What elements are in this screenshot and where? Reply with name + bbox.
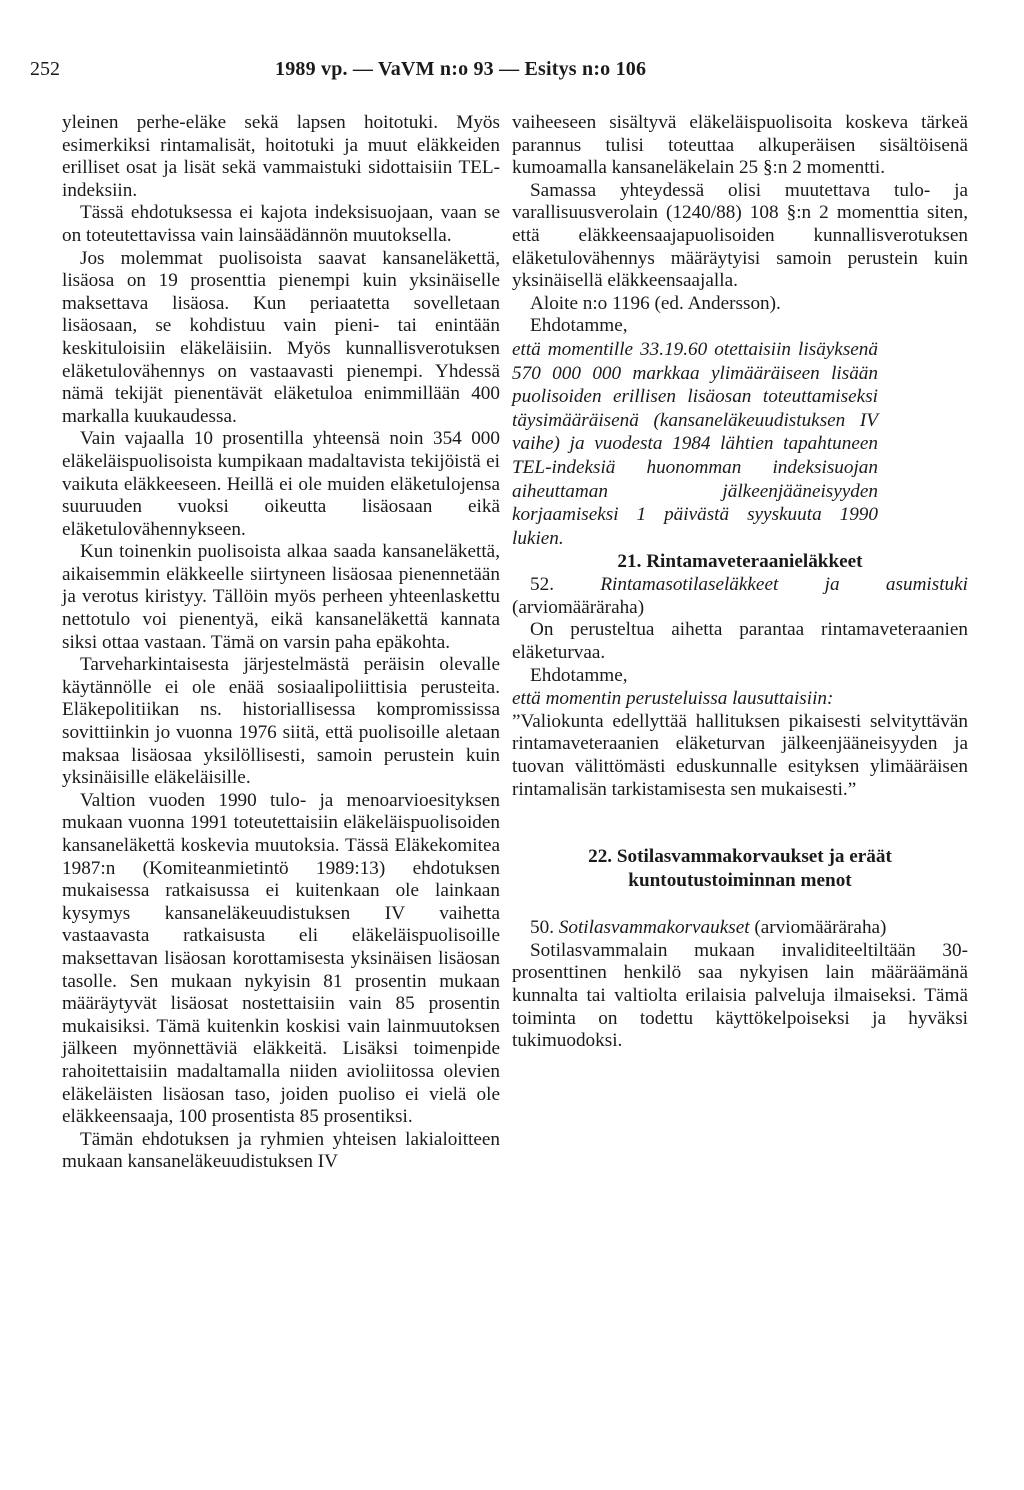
item-number: 50. [530, 917, 554, 939]
left-column [62, 112, 500, 1174]
paragraph: On perusteltua aihetta parantaa rintamaveteraanien eläketurvaa. [512, 619, 968, 664]
running-head: 1989 vp. — VaVM n:o 93 — Esitys n:o 106 [275, 58, 647, 80]
paragraph: Sotilasvammalain mukaan invaliditeeltiltään 30-prosenttinen henkilö saa nykyisen lain määräämänä kunnalta tai valtiolta erilaisia palveluja ilmaiseksi. Tämä toiminta on todettu käyttökelpoiseksi ja hyväksi tukimuodoksi. [512, 939, 968, 1052]
paragraph: Kun toinenkin puolisoista alkaa saada kansaneläkettä, aikaisemmin eläkkeelle siirtyneen lisäosaa pienennetään ja verotus kiristyy. Tällöin myös perheen yhteenlaskettu nettotulo voi pienentyä, eikä kansaneläkettä kannata siksi ottaa vastaan. Tämä on varsin paha epäkohta. [62, 541, 500, 653]
section-heading-21: 21. Rintamaveteraanieläkkeet [617, 551, 863, 573]
item-suffix: (arviomääräraha) [512, 596, 645, 618]
paragraph: vaiheeseen sisältyvä eläkeläispuolisoita koskeva tärkeä parannus tulisi toteuttaa alkuperäisen sisältöisenä kumoamalla kansaneläkelain 25 §:n 2 momentti. [512, 112, 968, 179]
item-title: Sotilasvammakorvaukset [558, 917, 750, 939]
paragraph: Valtion vuoden 1990 tulo- ja menoarvioesityksen mukaan vuonna 1991 toteutettaisiin eläkeläispuolisoiden kansaneläkettä koskevia muutoksia. Tässä Eläkekomitea 1987:n (Komiteanmietintö 1989:13) ehdotuksen mukaisessa ratkaisussa ei kuitenkaan ole lainkaan kysymys kansaneläkeuudistuksen IV vaihetta vastaavasta ratkaisusta eli eläkeläispuolisoille maksettavan lisäosan korottamisesta yksinäisen lisäosan tasolle. Sen mukaan nykyisin 81 prosentin mukaan määräytyvät lisäosat nostettaisiin vain 85 prosentin mukaisiksi. Tämä kuitenkin koskisi vain lainmuutoksen jälkeen myönnettäviä eläkkeitä. Lisäksi toimenpide rahoitettaisiin madaltamalla niiden avioliitossa olevien eläkeläisten lisäosan taso, joiden puoliso ei vielä ole eläkkeensaaja, 100 prosentista 85 prosentiksi. [62, 789, 500, 1128]
proposal-intro: Ehdotamme, [530, 664, 628, 686]
item-52 [512, 574, 968, 619]
proposal-intro: Ehdotamme, [530, 315, 628, 337]
right-column [512, 112, 968, 1053]
paragraph: Tämän ehdotuksen ja ryhmien yhteisen lakialoitteen mukaan kansaneläkeuudistuksen IV [62, 1128, 500, 1173]
page-number: 252 [30, 58, 60, 80]
paragraph: yleinen perhe-eläke sekä lapsen hoitotuki. Myös esimerkiksi rintamalisät, hoitotuki ja muut eläkkeiden erilliset osat ja lisät sekä vammaistuki sidottaisiin TEL-indeksiin. [62, 112, 500, 201]
item-50 [512, 917, 968, 940]
initiative-reference: Aloite n:o 1196 (ed. Andersson). [530, 292, 781, 314]
section-heading-22 [512, 845, 968, 893]
item-number: 52. [530, 574, 554, 596]
page-header [30, 58, 994, 88]
heading-line: 22. Sotilasvammakorvaukset ja eräät [588, 846, 892, 868]
proposal-text: että momentille 33.19.60 otettaisiin lisäyksenä 570 000 000 markkaa ylimääräiseen lisään puolisoiden erillisen lisäosan toteuttamiseksi täysimääräisenä (kansaneläkeuudistuksen IV vaihe) ja vuodesta 1984 lähtien tapahtuneen TEL-indeksiä huonomman indeksisuojan aiheuttaman jälkeenjääneisyyden korjaamiseksi 1 päivästä syyskuuta 1990 lukien. [512, 338, 878, 549]
proposal-text: että momentin perusteluissa lausuttaisiin: [512, 688, 834, 710]
paragraph: Samassa yhteydessä olisi muutettava tulo- ja varallisuusverolain (1240/88) 108 §:n 2 momenttia siten, että eläkkeensaajapuolisoiden kunnallisverotuksen eläketulovähennys määräytyisi samoin perustein kuin yksinäisellä eläkkeensaajalla. [512, 179, 968, 292]
item-suffix: (arviomääräraha) [754, 917, 887, 939]
paragraph: Tarveharkintaisesta järjestelmästä peräisin olevalle käytännölle ei ole enää sosiaalipoliittisia perusteita. Eläkepolitiikan ns. historiallisessa kompromississa sovittiinkin jo vuonna 1976 siitä, että puolisoille aletaan maksaa lisäosaa yksilöllisesti, samoin perustein kuin yksinäisille eläkeläisille. [62, 654, 500, 789]
paragraph: Jos molemmat puolisoista saavat kansaneläkettä, lisäosa on 19 prosenttia pienempi kuin yksinäiselle maksettava lisäosa. Kun periaatetta sovelletaan lisäosaan, se kohdistuu vain pieni- tai enintään keskituloisiin eläkeläisiin. Myös kunnallisverotuksen eläketulovähennys on vastaavasti pienempi. Yhdessä nämä tekijät pienentävät eläketuloa enimmillään 400 markalla kuukaudessa. [62, 247, 500, 427]
item-title: Rintamasotilaseläkkeet ja asumistuki [600, 574, 968, 596]
committee-statement: ”Valiokunta edellyttää hallituksen pikaisesti selvityttävän rintamaveteraanien eläketurvan jälkeenjääneisyyden ja tuovan välittömästi eduskunnalle esityksen ylimääräisen rintamalisän tarkistamisesta sen mukaisesti.” [512, 710, 968, 800]
paragraph: Tässä ehdotuksessa ei kajota indeksisuojaan, vaan se on toteutettavissa vain lainsäädännön muutoksella. [62, 202, 500, 246]
paragraph: Vain vajaalla 10 prosentilla yhteensä noin 354 000 eläkeläispuolisoista kumpikaan madaltavista tekijöistä ei vaikuta eläkkeeseen. Heillä ei ole muiden eläketulojensa suuruuden vuoksi oikeutta lisäosaan eikä eläketulovähennykseen. [62, 428, 500, 540]
heading-line: kuntoutustoiminnan menot [628, 870, 852, 892]
